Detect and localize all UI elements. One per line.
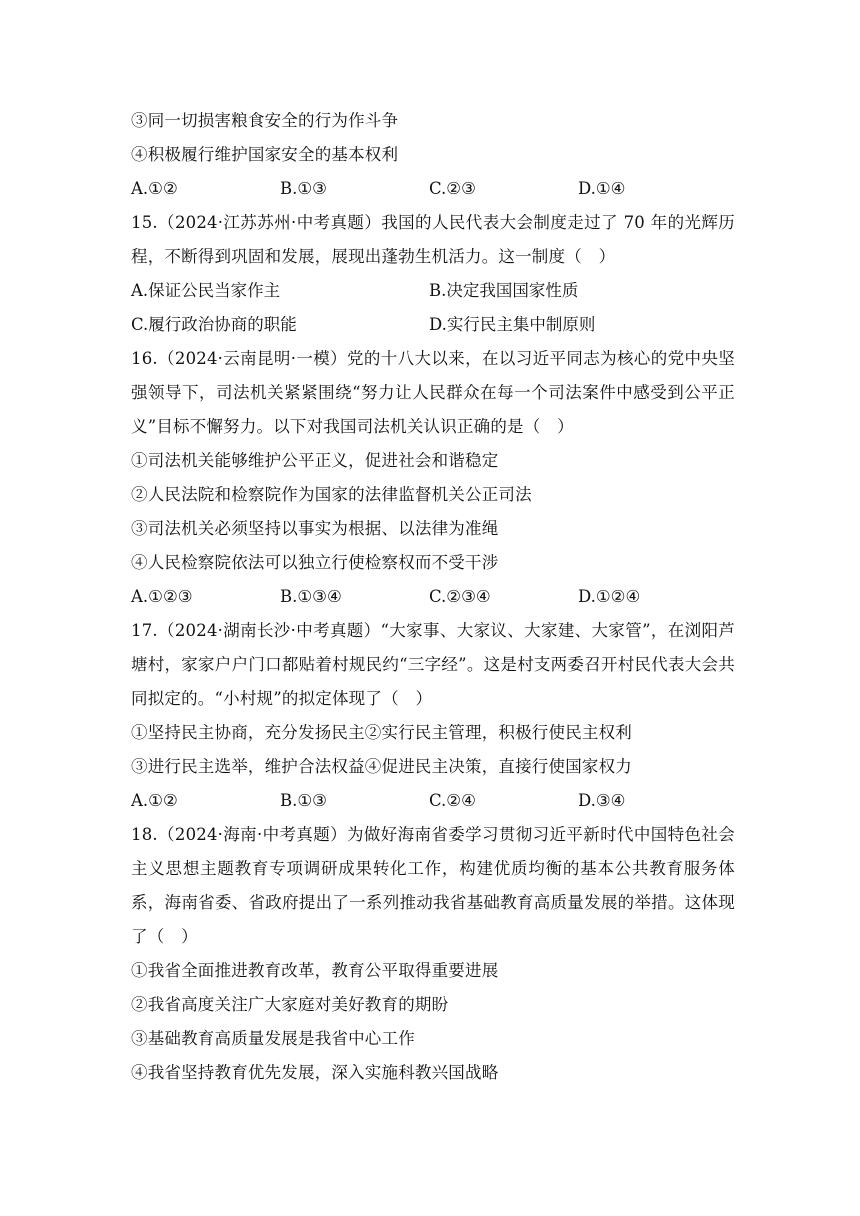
question-17	[131, 614, 735, 818]
statements-1-2: ①坚持民主协商，充分发扬民主②实行民主管理，积极行使民主权利	[131, 723, 632, 742]
option-a: A.①②	[131, 179, 178, 198]
statement-4: ④积极履行维护国家安全的基本权利	[131, 145, 399, 164]
question-stem: 16.（2024·云南昆明·一模）党的十八大以来，在以习近平同志为核心的党中央坚强领导下，司法机关紧紧围绕“努力让人民群众在每一个司法案件中感受到公平正义”目标不懈努力。以下对我国司法机关认识正确的是（ ）	[131, 349, 735, 436]
option-d: D.实行民主集中制原则	[429, 315, 596, 334]
statement-3: ③基础教育高质量发展是我省中心工作	[131, 1029, 415, 1048]
option-a: A.①②③	[131, 587, 193, 606]
option-c: C.履行政治协商的职能	[131, 315, 297, 334]
statement-4: ④我省坚持教育优先发展，深入实施科教兴国战略	[131, 1063, 499, 1082]
statement-3: ③司法机关必须坚持以事实为根据、以法律为准绳	[131, 519, 499, 538]
option-d: D.①④	[578, 179, 626, 198]
option-c: C.②③	[429, 179, 476, 198]
question-stem: 17.（2024·湖南长沙·中考真题）“大家事、大家议、大家建、大家管”，在浏阳芦塘村，家家户户门口都贴着村规民约“三字经”。这是村支两委召开村民代表大会共同拟定的。“小村规”的拟定体现了（ ）	[131, 621, 735, 708]
option-a: A.保证公民当家作主	[131, 281, 281, 300]
option-b: B.决定我国国家性质	[429, 281, 579, 300]
statement-1: ①我省全面推进教育改革，教育公平取得重要进展	[131, 961, 499, 980]
option-a: A.①②	[131, 791, 178, 810]
option-c: C.②③④	[429, 587, 491, 606]
question-14	[131, 104, 735, 206]
question-15	[131, 206, 735, 342]
option-d: D.③④	[578, 791, 626, 810]
option-c: C.②④	[429, 791, 476, 810]
options-row	[131, 580, 735, 614]
question-stem: 18.（2024·海南·中考真题）为做好海南省委学习贯彻习近平新时代中国特色社会主义思想主题教育专项调研成果转化工作，构建优质均衡的基本公共教育服务体系，海南省委、省政府提出了一系列推动我省基础教育高质量发展的举措。这体现了（ ）	[131, 825, 735, 946]
exam-page	[131, 104, 735, 1090]
statements-3-4: ③进行民主选举，维护合法权益④促进民主决策，直接行使国家权力	[131, 757, 632, 776]
statement-2: ②我省高度关注广大家庭对美好教育的期盼	[131, 995, 449, 1014]
statement-3: ③同一切损害粮食安全的行为作斗争	[131, 111, 399, 130]
option-b: B.①③④	[280, 587, 342, 606]
options-row	[131, 784, 735, 818]
options-row	[131, 172, 735, 206]
statement-1: ①司法机关能够维护公平正义，促进社会和谐稳定	[131, 451, 499, 470]
question-stem: 15.（2024·江苏苏州·中考真题）我国的人民代表大会制度走过了 70 年的光辉历程，不断得到巩固和发展，展现出蓬勃生机活力。这一制度（ ）	[131, 213, 735, 266]
option-d: D.①②④	[578, 587, 641, 606]
option-b: B.①③	[280, 791, 327, 810]
statement-2: ②人民法院和检察院作为国家的法律监督机关公正司法	[131, 485, 532, 504]
option-b: B.①③	[280, 179, 327, 198]
question-18	[131, 818, 735, 1090]
question-16	[131, 342, 735, 614]
options-row	[131, 274, 735, 308]
statement-4: ④人民检察院依法可以独立行使检察权而不受干涉	[131, 553, 499, 572]
options-row	[131, 308, 735, 342]
